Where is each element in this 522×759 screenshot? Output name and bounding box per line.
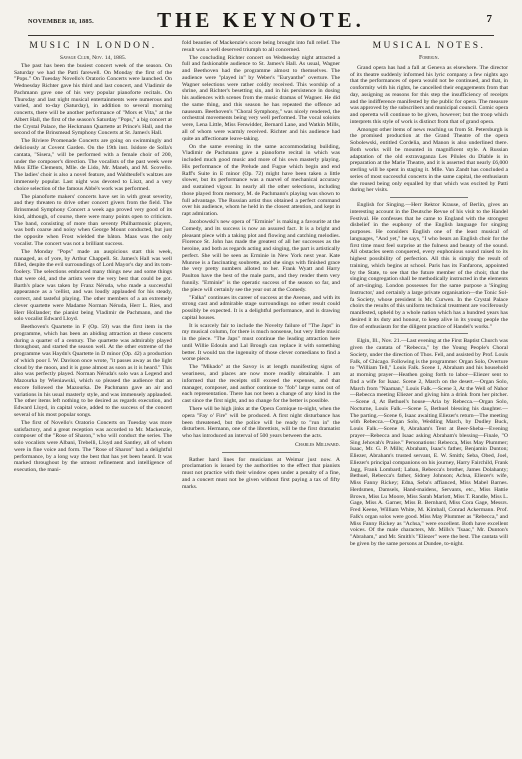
article-paragraph: Grand opera has had a fall at Geneva as elsewhere. The director of its theatre suddenly informed his lyric company a few nights ago that the performances of opera would not be continued, and that, in conformity with his rights, he cancelled their engagements from that day, assigning as reasons for this step the insufficiency of receipts and the indifference manifested by the public for opera. The measure was approved by the subscribers and municipal council. Comic opera and operetta will continue to be given, however; but the troop which interprets this style of work is distinct from that of grand opera. (350, 64, 508, 125)
article-paragraph: Beethoven's Quartette in F (Op. 59) was the first item in the programme, which has been an abiding attraction at these concerts during a quarter of a century. The quartette was admirably played throughout, and started the season well. At the other extreme of the programme was Haydn's Quartette in D minor (Op. 42) a production of which poor I. W. Davison once wrote, "it passes away as the light cloud by the moon, and it is gone almost as soon as it is heard." This also was perfectly played. Norman Néruda's solo was a Legend and Mazourka by Wieniawski, which so pleased the audience that an encore followed the Mazourka. De Pachmann gave an air and variations in his usual masterly style, and was immensely applauded. The other items left nothing to be desired as regards execution, and Edward Lloyd, in capital voice, added to the success of the concert several of his most popular songs. (14, 324, 172, 418)
article-paragraph: Amongst other items of news reaching us from St. Petersburgh is the promised production at the Grand Theatre of the opera Sobolewski, entitled Cordelia, and Manon is also underlined there. Both works will be mounted in magnificent style. A Russian adaptation of the old extravaganza Les Pilules du Diable is in preparation at the Marie Theatre, and it is asserted that nearly £6,000 sterling will be spent in staging it. Mlle. Van Zandt has concluded a series of most successful concerts in the same capital, the enthusiasm she roused being only equalled by that which was excited by Patti during her visits. (350, 126, 508, 194)
author-signature: Charles Millward. (295, 441, 340, 448)
article-paragraph: It is scarcely fair to include the Novelty failure of "The Japs" in my musical column, for there is much nonsense, but very little music in the piece. "The Japs" must continue the leading attraction here until Willie Edouin and Lal Brough can replace it with something better. It would tax the ingenuity of those clever comedians to find a worse piece. (182, 322, 340, 363)
section-divider (390, 197, 468, 198)
masthead-title: THE KEYNOTE. (157, 8, 365, 32)
article-paragraph: fold beauties of Mackenzie's score being brought into full relief. The result was a well deserved triumph to all concerned. (182, 40, 340, 53)
article-paragraph: The pianoforte makers' concerts have set in with great severity, and they threaten to drive other concert givers from the field. The Brinsmead Symphony Concert a week ago proved very good of its kind, although, of course, there were many points open to criticism. The band, consisting of more than seventy Philharmonic players, was both coarse and noisy when George Mount conducted, but just the opposite when Frost wielded the bâton. Maas was the only vocalist. The concert was not a brilliant success. (14, 193, 172, 247)
column-1 (14, 40, 172, 754)
section-subheading-foreign: Foreign. (419, 55, 439, 61)
article-paragraph: There will be high jinks at the Opera Comique to-night, when the opera "Fay o' Fire" will be produced. A first night disturbance has been threatened, but the police will be ready to "run in" the disturbers. Hermann, one of the librettists, will be the first dramatist who has introduced an interval of 500 years between the acts. (182, 406, 340, 440)
columns (14, 40, 508, 754)
article-paragraph: The first of Novello's Oratorio Concerts on Tuesday was more satisfactory, and a great reception was accorded to Mr. Mackenzie, composer of the "Rose of Sharon," who will conduct the series. The solo vocalists were Albani, Trebelli, Lloyd and Santley, all of whom were in fine voice and form. The "Rose of Sharon" had a delightful performance, by a long way the best that has yet been heard. It was marked throughout by the utmost refinement and intelligence of execution, the mani- (14, 419, 172, 474)
section-divider (390, 333, 468, 334)
section-heading-musical-notes: MUSICAL NOTES. (372, 41, 486, 51)
page-number: 7 (486, 13, 492, 25)
article-paragraph: The past has been the busiest concert week of the season. On Saturday we had the Patti farewell. On Monday the first of the "Pops." On Tuesday Novello's Oratorio Concerts were launched. On Wednesday Richter gave his third and last concert, and Vladimir de Pachmann gave one of his very popular pianoforte recitals. On Thursday and last night musical entertainments were numerous and varied, and to-day (Saturday), in addition to several morning concerts, there will be another performance of "Mors et Vita," at the Albert Hall, the first of the season's Saturday "Pops," a big concert at the Crystal Palace, the Heckmann Quartette at Prince's Hall, and the second of the Brinsmead Symphony Concerts at St. James's Hall. (14, 62, 172, 137)
article-paragraph: "Falka" continues its career of success at the Avenue, and with its strong cast and admirable stage surroundings no other result could possibly be expected. It is a delightful performance, and is drawing capital houses. (182, 294, 340, 321)
section-divider (222, 452, 300, 453)
article-paragraph: The concluding Richter concert on Wednesday night attracted a full and fashionable audience to St. James's Hall. As usual, Wagner and Beethoven had the programme almost to themselves. The audience were "played in" by Weber's "Euryanthe" overture. The Wagner selections were rather coldly received. This worship of a shrine, and Richter's besetting sin, and in his persistence in dosing his audiences with scenes from the music dramas of Wagner. He did the same thing, and this season he has repeated the offence ad nauseam. Beethoven's "Choral Symphony," was nicely rendered, the orchestral movements being very well performed. The vocal soloists were, Lena Little, Miss Fenwidder, Bernard Lane, and Watkin Mills, all of whom were warmly received. Richter and his audience had quite an affectionate leave-taking. (182, 54, 340, 142)
article-paragraph: Rather hard lines for musicians at Weimar just now. A proclamation is issued by the authorities to the effect that pianists must not practice with their window open under a penalty of a fine, and a concert must not be given without first paying a tax of fifty marks. (182, 456, 340, 490)
article-paragraph: On the same evening in the same accommodating building, Vladimir de Pachmann gave a pianoforte recital in which was included much good music and more of his own masterly playing. His performance of the Prelude and Fugue which begin and end Raff's Suite in E minor (Op. 72) might have been taken a little slower, but its performance was a marvel of mechanical accuracy and sustained vigour. In nearly all the other selections, including those played from memory, M. de Pachmann's playing was shown to full advantage. The Russian artist thus obtained a perfect command over his audience, whom he held in the closest attention, and kept in rapt admiration. (182, 143, 340, 218)
header-rule (28, 35, 494, 36)
issue-date: NOVEMBER 18, 1885. (28, 18, 94, 25)
article-paragraph: The Monday "Pops" made an auspicious start this week, managed, as of yore, by Arthur Chappell. St. James's Hall was well filled, despite the evil surroundings of Lord Mayor's day and its tom-foolery. The selections embraced many things new and some things that were old, and the artists were the very best that could be got. Barth's place was taken by Franz Néruda, who made a successful appearance as a 'cellist, and was loudly applauded for his steady, correct, and tasteful playing. The other members of a an extremely clever quartette were Madame Norman Néruda, Herr L. Ries, and Herr Hollander; the pianist being Vladimir de Pachmann, and the solo vocalist Edward Lloyd. (14, 248, 172, 323)
dateline: Savage Club, Nov. 14, 1885. (59, 55, 127, 61)
column-2 (182, 40, 340, 754)
article-paragraph: Elgin, Ill., Nov. 21.—Last evening at the First Baptist Church was given the cantata of "Rebecca," by the Young People's Choral Society, under the direction of Thos. Fell, and assisted by Prof. Louis Falk, of Chicago. Following is the programme: Organ Solo, Overture to "William Tell," Louis Falk. Scene 1, Abraham and his household at morning prayer—Heathen going forth to labor—Eliezer sent to find a wife for Isaac. Scene 2, March on the desert.—Organ Solo, March from "Naaman," Louis Falk.—Scene 3, At the Well of Nahor—Rebecca meeting Eliezer and giving him a drink from her pitcher.—Scene 4, At Bethuel's house—Aria by Rebecca.—Organ Solo, Nocturne, Louis Falk.—Scene 5, Bethuel blessing his daughter.—The parting.—Scene 6, Isaac awaiting Eliezer's return—The meeting with Rebecca.—Organ Solo, Wedding March, by Dudley Buck, Louis Falk.—Scene 8, Abraham's Tent at Beer-Sheba—Evening prayer—Rebecca and Isaac asking Abraham's blessing—Finale, "O Sing Jehovah's Praise." Personations: Rebecca, Miss May Plummer; Isaac, Mr. G. P. Mills; Abraham, Isaac's father, Benjamin Dunton; Eliezer, Abraham's trusted servant, E. W. Smith; Seba, Obed, Joel, Eliezer's principal companions on his journey, Harry Fairchild, Frank Jagg, Frank Lombard; Laban, Rebecca's brother, James Dolahanty; Bethuel, Rebecca's father, Sidney Johnson; Achsa, Eliezer's wife, Miss Fanny Rickey; Edna, Seba's affianced, Miss Mabel Barnes. Herdsmen, Damsels, Hand-maidens, Servants, etc., Miss Hattie Brown, Miss Lu Moore, Miss Sarah Marlott, Miss T. Randle, Miss L. Gage, Miss A. Garner, Miss B. Bernhard, Miss Cora Gage, Messrs. Fred Keene, William White, M. Kimball, Conrad Ackermann. Prof. Falk's organ solos were good. Miss May Plummer as "Rebecca," and Miss Fanny Rickey as "Achsa," were excellent. Both have excellent voices. Of the male characters, Mr. Mills's "Isaac," Mr. Dunton's "Abraham," and Mr. Smith's "Eliezer" were the best. The cantata will be given by the same persons at Dundee, to-night. (350, 338, 508, 547)
page-header (14, 0, 508, 40)
article-paragraph: The Riviere Promenade Concerts are going on swimmingly and deliciously at Covent Garden. On the 19th inst. Isidore de Solla's cantata, "Sisera," will be performed with a female choir of 200, under the composer's direction. The vocalists of the past week were Miss Effie Clements, Mlle. de Lido, Mr. Maneh, and M. Scovello. The ladies' choir is also a novel feature, and Waldteufel's waltzes are immensely popular. Last night was devoted to Liszt, and a very choice selection of the famous Abbé's work was performed. (14, 138, 172, 192)
column-3 (350, 40, 508, 754)
section-heading-music-in-london: MUSIC IN LONDON. (29, 41, 157, 51)
article-paragraph: English for Singing.—Herr Rektor Krause, of Berlin, gives an interesting account in the Deutsche Revue of his visit to the Handel Festival. He confesses that he came to England with the strongest disbelief in the euphony of the English language for singing purposes. He considers English one of the least musical of languages, "And yet," he says, "I who bears an English choir for the first time must feel surprise at the fulness and beauty of the sound. All obstacles seem conquered, every euphonious sound raised to its highest possibility of perfection. All this is simply the result of training, which begins at school. Paris has its Fanfarons, appointed by the State, to see that the future member of the choir, that the singing congregation shall be methodically instructed in the elements of art-singing. London possesses for the same purpose a 'Singing Instructor,' and certainly a large private organisation—the Tonic Sol-fa Society, whose president is Mr. Curwen. In the Crystal Palace choirs the results of this uniform technical treatment are vociferously manifested, upheld by a whole nation which has a hundred years has desired it its duty and honour, to keep alive in its young people the fire of enthusiasm for the diligent practice of Handel's works." (350, 202, 508, 330)
article-paragraph: Jacobowski's new opera of "Erminie" is making a favourite at the Comedy, and its success is now an assured fact. It is a bright and pleasant piece with a taking plot and flowing and catching melodies. Florence St. John has made the greatest of all her successes as the heroine, and both as regards acting and singing, the part is artistically perfect. She will be seen as Erminie in New York next year. Kate Munroe is a fascinating soubrette, and she sings with finished grace the very pretty numbers alloted to her. Frank Wyatt and Harry Paulton have the best of the male parts, and they render them very funnily. "Erminie" is the operatic success of the season so far, and the piece will certainly see the year out at the Comedy. (182, 219, 340, 293)
article-paragraph: The "Mikado" at the Savoy is at length manifesting signs of weariness, and places are now more readily obtainable. I am informed that the receipts still exceed the expenses, and that manager, composer, and author continue to "fob" large sums out of each representation. There has not been a change of any kind in the cast since the first night, and no change for the better is possible. (182, 364, 340, 405)
